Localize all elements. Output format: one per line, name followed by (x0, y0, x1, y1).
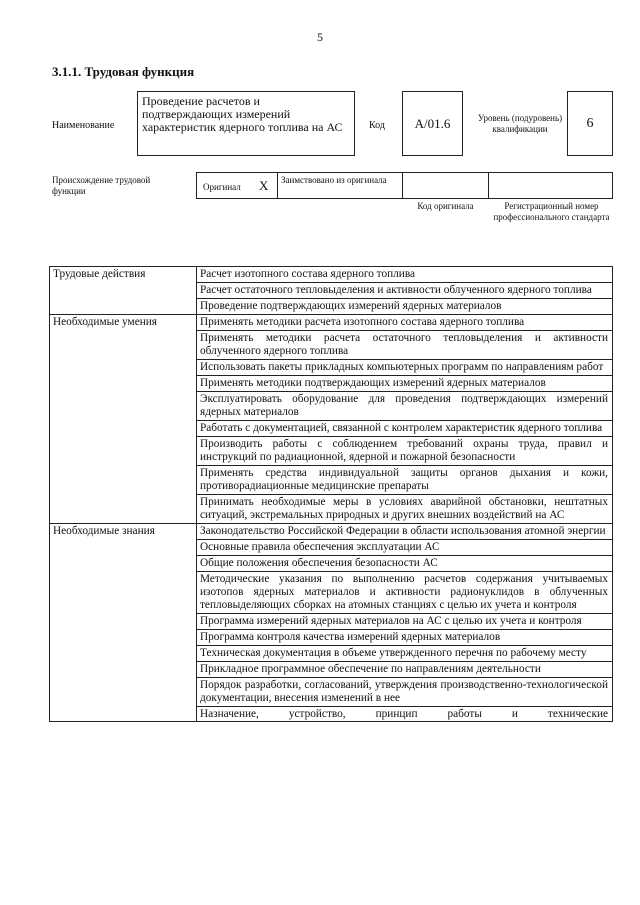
original-mark: X (259, 178, 269, 193)
table-cell: Законодательство Российской Федерации в области использования атомной энергии (197, 524, 613, 540)
table-cell: Применять методики расчета изотопного состава ядерного топлива (197, 315, 613, 331)
original-code-cell (402, 172, 489, 199)
table-cell: Прикладное программное обеспечение по направлениям деятельности (197, 662, 613, 678)
code-box (402, 91, 463, 156)
table-cell: Расчет изотопного состава ядерного топлива (197, 267, 613, 283)
level-value: 6 (586, 115, 594, 131)
table-cell: Порядок разработки, согласований, утверждения производственно-технологической документации, внесения изменений в нее (197, 678, 613, 707)
function-name-box (137, 91, 355, 156)
code-original-label: Код оригинала (417, 201, 474, 211)
section-title-skills: Необходимые умения (50, 315, 197, 524)
table-cell: Применять методики расчета остаточного тепловыделения и активности облученного ядерного топлива (197, 331, 613, 360)
code-value: А/01.6 (414, 115, 451, 131)
table-cell: Работать с документацией, связанной с контролем характеристик ядерного топлива (197, 421, 613, 437)
section-title: 3.1.1. Трудовая функция (52, 64, 195, 79)
table-cell: Применять методики подтверждающих измерений ядерных материалов (197, 376, 613, 392)
table-cell: Принимать необходимые меры в условиях аварийной обстановки, нештатных ситуаций, экстремальных природных и других внешних воздействий на АС (197, 495, 613, 524)
table-cell (197, 707, 613, 722)
table-row (50, 267, 613, 283)
borrowed-label: Заимствовано из оригинала (281, 175, 387, 185)
table-cell: Использовать пакеты прикладных компьютерных программ по направлениям работ (197, 360, 613, 376)
page-number: 5 (317, 30, 323, 44)
function-table (49, 266, 613, 722)
section-title-actions: Трудовые действия (50, 267, 197, 315)
table-cell: Производить работы с соблюдением требований охраны труда, правил и инструкций по радиационной, ядерной и пожарной безопасности (197, 437, 613, 466)
table-cell: Расчет остаточного тепловыделения и активности облученного ядерного топлива (197, 283, 613, 299)
borrowed-box (277, 172, 403, 199)
code-label: Код (369, 120, 385, 131)
name-label: Наименование (52, 120, 115, 131)
function-name-value: Проведение расчетов и подтверждающих измерений характеристик ядерного топлива на АС (142, 94, 343, 134)
original-label: Оригинал (203, 182, 241, 192)
table-cell: Эксплуатировать оборудование для проведения подтверждающих измерений ядерных материалов (197, 392, 613, 421)
origin-label: Происхождение трудовой функции (52, 175, 151, 196)
original-box (196, 172, 278, 199)
table-cell: Применять средства индивидуальной защиты органов дыхания и кожи, противорадиационные медицинские препараты (197, 466, 613, 495)
table-cell: Основные правила обеспечения эксплуатации АС (197, 540, 613, 556)
table-cell: Общие положения обеспечения безопасности АС (197, 556, 613, 572)
reg-number-label: Регистрационный номер профессионального стандарта (493, 201, 610, 222)
truncated-text: Назначение, устройство, принцип работы и технические (200, 708, 608, 720)
table-cell: Методические указания по выполнению расчетов содержания учитываемых изотопов ядерных материалов и активности радионуклидов в облученных тепловыделяющих сборках на атомных станциях с целью их учета и контроля (197, 572, 613, 614)
qualification-level-label: Уровень (подуровень) квалификации (477, 113, 563, 134)
table-cell: Программа измерений ядерных материалов на АС с целью их учета и контроля (197, 614, 613, 630)
table-cell: Программа контроля качества измерений ядерных материалов (197, 630, 613, 646)
table-row (50, 315, 613, 331)
table-row (50, 524, 613, 540)
reg-number-cell (488, 172, 613, 199)
table-cell: Техническая документация в объеме утвержденного перечня по рабочему месту (197, 646, 613, 662)
level-box (567, 91, 613, 156)
table-cell: Проведение подтверждающих измерений ядерных материалов (197, 299, 613, 315)
section-title-knowledge: Необходимые знания (50, 524, 197, 722)
